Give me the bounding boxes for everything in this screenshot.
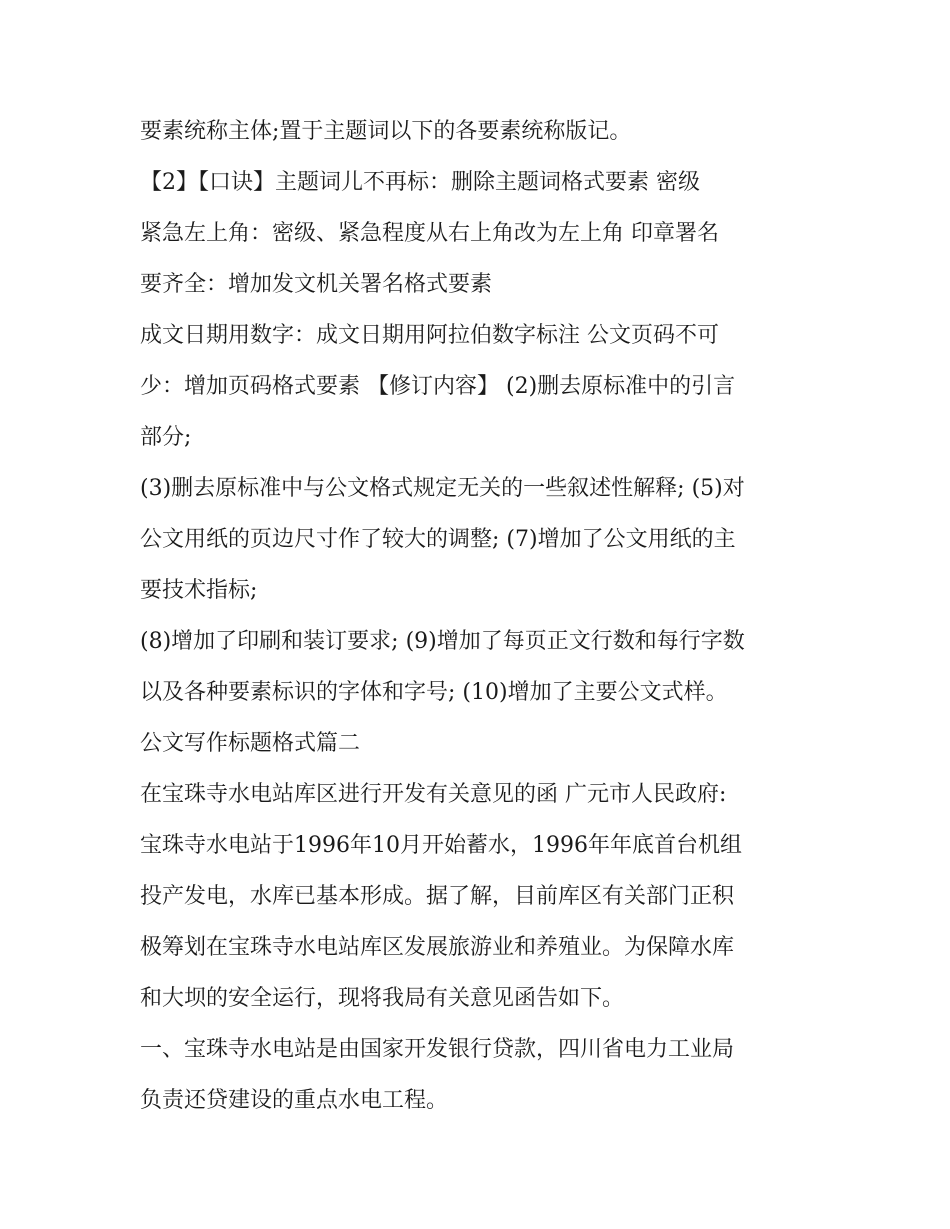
section-heading: 公文写作标题格式篇二 bbox=[140, 731, 361, 756]
text-line: 负责还贷建设的重点水电工程。 bbox=[140, 1088, 449, 1113]
text-line: 成文日期用数字：成文日期用阿拉伯数字标注 公文页码不可 bbox=[140, 323, 719, 348]
text-line: 和大坝的安全运行，现将我局有关意见函告如下。 bbox=[140, 986, 625, 1011]
text-line: 公文用纸的页边尺寸作了较大的调整; (7)增加了公文用纸的主 bbox=[140, 527, 736, 552]
text-line: 【2】【口诀】主题词儿不再标：删除主题词格式要素 密级 bbox=[140, 170, 700, 195]
text-line: 在宝珠寺水电站库区进行开发有关意见的函 广元市人民政府: bbox=[140, 782, 727, 807]
text-line: 宝珠寺水电站于1996年10月开始蓄水，1996年年底首台机组 bbox=[140, 833, 742, 858]
text-line: 部分; bbox=[140, 425, 192, 450]
text-line: 极筹划在宝珠寺水电站库区发展旅游业和养殖业。为保障水库 bbox=[140, 935, 735, 960]
document-body bbox=[140, 106, 820, 1126]
text-line: 投产发电，水库已基本形成。据了解，目前库区有关部门正积 bbox=[140, 884, 735, 909]
text-line: 要技术指标; bbox=[140, 578, 258, 603]
text-line: 一、宝珠寺水电站是由国家开发银行贷款，四川省电力工业局 bbox=[140, 1037, 735, 1062]
text-line: 要齐全：增加发文机关署名格式要素 bbox=[140, 272, 493, 297]
text-line: 紧急左上角：密级、紧急程度从右上角改为左上角 印章署名 bbox=[140, 221, 719, 246]
text-line: 以及各种要素标识的字体和字号; (10)增加了主要公文式样。 bbox=[140, 680, 728, 705]
text-line: (3)删去原标准中与公文格式规定无关的一些叙述性解释; (5)对 bbox=[140, 476, 745, 501]
text-line: 要素统称主体;置于主题词以下的各要素统称版记。 bbox=[140, 119, 632, 144]
text-line: 少：增加页码格式要素 【修订内容】 (2)删去原标准中的引言 bbox=[140, 374, 736, 399]
text-line: (8)增加了印刷和装订要求; (9)增加了每页正文行数和每行字数 bbox=[140, 629, 745, 654]
